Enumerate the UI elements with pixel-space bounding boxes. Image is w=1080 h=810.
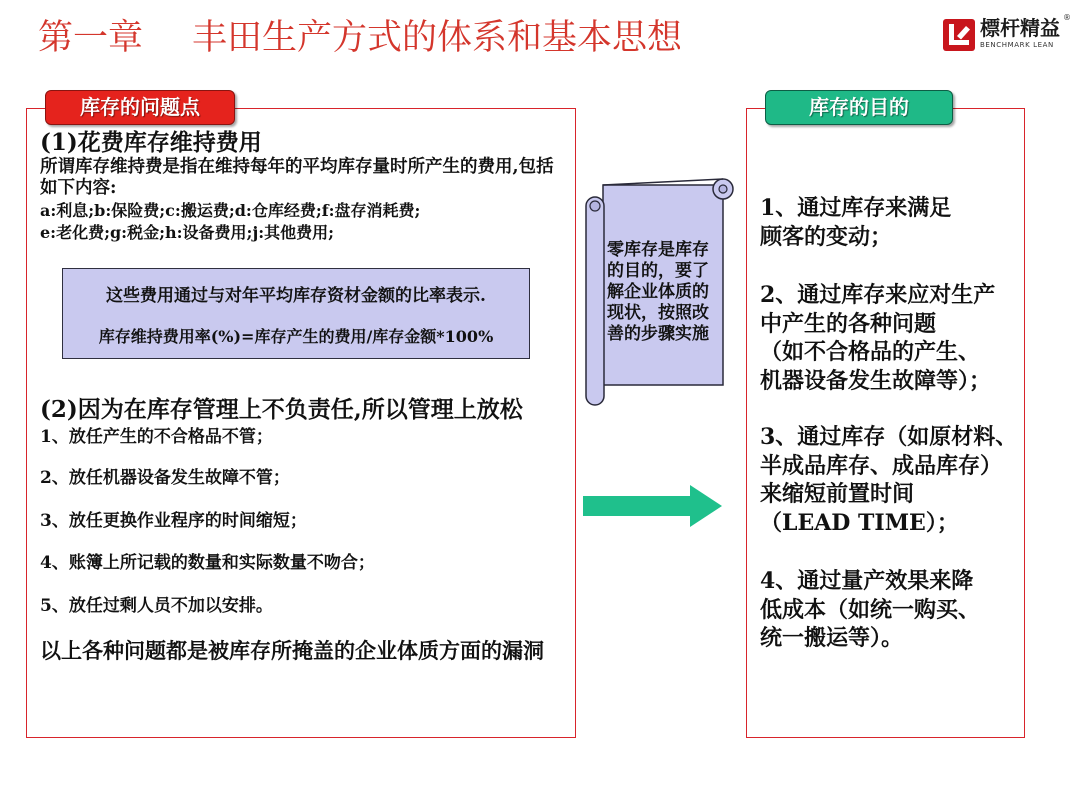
scroll-text-line: 零库存是库存 bbox=[607, 240, 709, 260]
scroll-text-line: 善的步骤实施 bbox=[607, 324, 709, 344]
scroll-text-line: 解企业体质的 bbox=[607, 282, 709, 302]
section2-heading: (2)因为在库存管理上不负责任,所以管理上放松 bbox=[40, 396, 523, 423]
purpose-line: 机器设备发生故障等）； bbox=[760, 367, 992, 394]
scroll-text-line: 的目的，要了 bbox=[607, 261, 709, 281]
logo-subtitle: BENCHMARK LEAN bbox=[980, 41, 1054, 49]
scroll-top-edge bbox=[603, 179, 723, 185]
purpose-line: 4、通过量产效果来降 bbox=[760, 568, 974, 594]
scroll-left-roll bbox=[586, 197, 604, 405]
purpose-line: 中产生的各种问题 bbox=[760, 310, 937, 337]
formula-note: 这些费用通过与对年平均库存资材金额的比率表示. bbox=[106, 286, 486, 306]
formula-equation: 库存维持费用率(%)=库存产生的费用/库存金额*100% bbox=[98, 327, 494, 346]
section1-heading: (1)花费库存维持费用 bbox=[40, 129, 262, 156]
purpose-item-2 bbox=[760, 281, 995, 395]
problem-item: 3、放任更换作业程序的时间缩短； bbox=[40, 511, 307, 531]
cost-items-line: e:老化费;g:税金;h:设备费用;j:其他费用; bbox=[40, 223, 335, 242]
purpose-item-1 bbox=[760, 194, 951, 251]
problem-item: 2、放任机器设备发生故障不管； bbox=[40, 468, 290, 488]
formula-box bbox=[62, 268, 530, 359]
benchmark-lean-logo-icon bbox=[943, 19, 975, 51]
section1-description-line: 如下内容: bbox=[40, 178, 117, 198]
purpose-line: 低成本（如统一购买、 bbox=[760, 596, 981, 623]
logo-registered-mark: ® bbox=[1063, 13, 1071, 22]
right-arrow-icon bbox=[580, 480, 725, 532]
purpose-line: 3、通过库存（如原材料、 bbox=[760, 424, 1018, 450]
cost-items-line: a:利息;b:保险费;c:搬运费;d:仓库经费;f:盘存消耗费; bbox=[40, 201, 421, 220]
problems-summary: 以上各种问题都是被库存所掩盖的企业体质方面的漏洞 bbox=[40, 638, 544, 663]
scroll-text-line: 现状，按照改 bbox=[607, 303, 709, 323]
purpose-line: 半成品库存、成品库存） bbox=[760, 452, 1003, 479]
purpose-line: 顾客的变动； bbox=[760, 223, 893, 250]
section1-description-line: 所谓库存维持费是指在维持每年的平均库存量时所产生的费用,包括 bbox=[40, 157, 554, 177]
purpose-line: 2、通过库存来应对生产 bbox=[760, 282, 996, 308]
scroll-top-curl bbox=[719, 185, 727, 193]
purpose-line: 来缩短前置时间 bbox=[760, 481, 915, 507]
purpose-item-3 bbox=[760, 423, 1017, 537]
chapter-label: 第一章 bbox=[38, 18, 144, 58]
problems-tab-label: 库存的问题点 bbox=[45, 90, 235, 125]
purposes-tab-label: 库存的目的 bbox=[765, 90, 953, 125]
scroll-left-curl bbox=[590, 201, 600, 211]
problem-item: 4、账簿上所记载的数量和实际数量不吻合； bbox=[40, 553, 375, 573]
purpose-item-4 bbox=[760, 567, 980, 653]
purpose-line: （如不合格品的产生、 bbox=[760, 339, 981, 365]
purpose-line: （LEAD TIME）； bbox=[760, 509, 959, 536]
purpose-line: 统一搬运等）。 bbox=[760, 625, 904, 651]
problem-item: 5、放任过剩人员不加以安排。 bbox=[40, 596, 273, 616]
logo-name: 標杆精益 bbox=[980, 16, 1060, 40]
page-title: 丰田生产方式的体系和基本思想 bbox=[192, 18, 683, 58]
purpose-line: 1、通过库存来满足 bbox=[760, 195, 952, 221]
problem-item: 1、放任产生的不合格品不管； bbox=[40, 427, 273, 447]
